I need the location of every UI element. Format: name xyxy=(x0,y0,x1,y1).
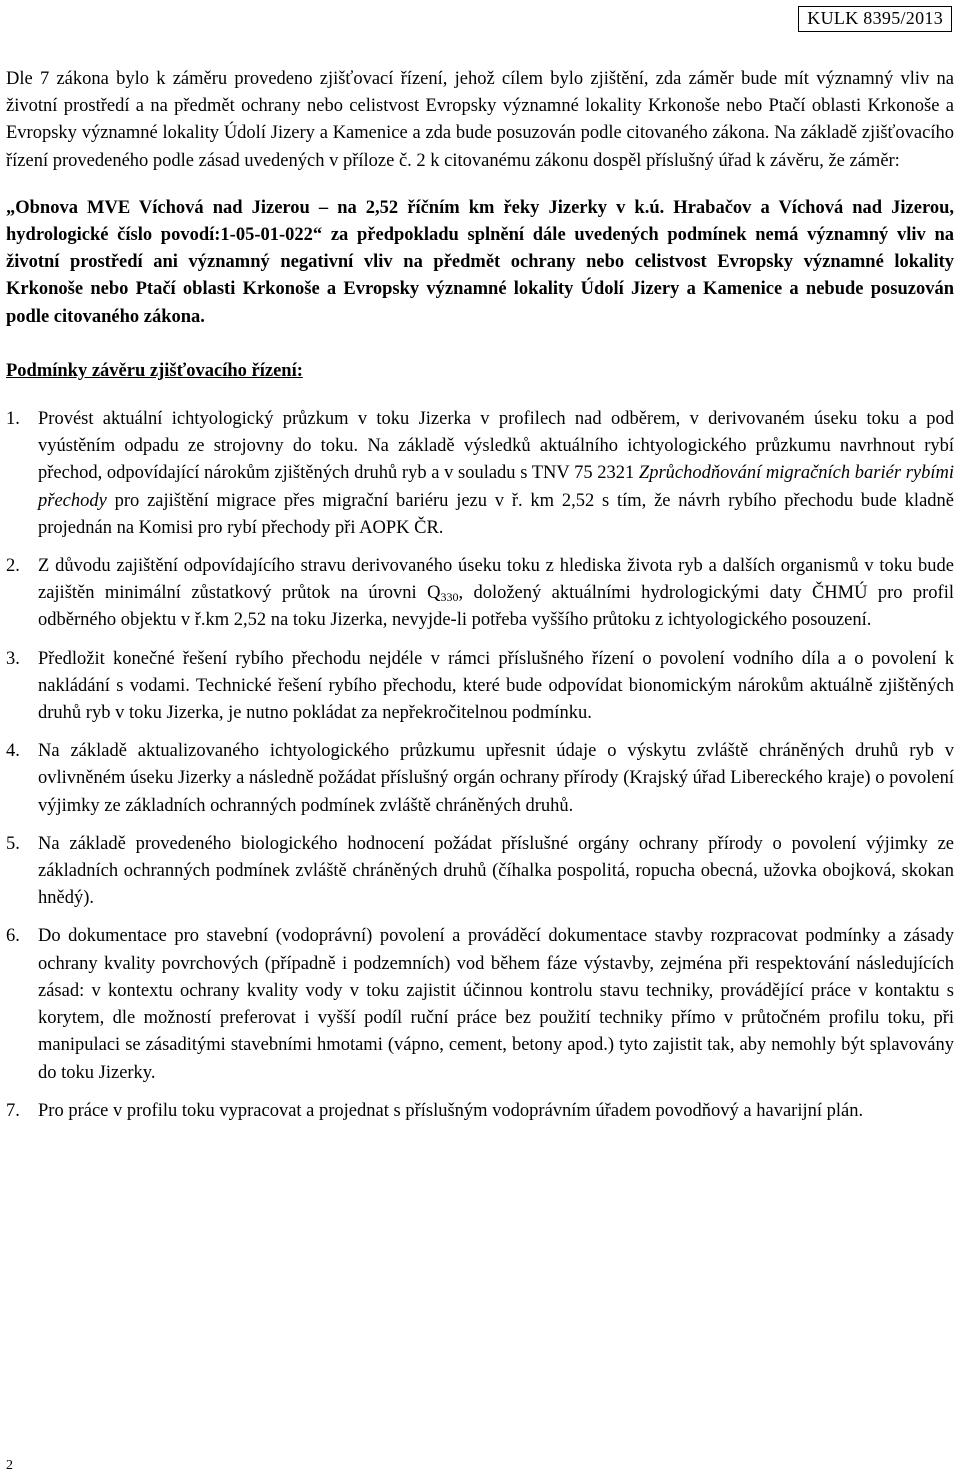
condition-number: 5. xyxy=(6,833,20,854)
condition-item-4 xyxy=(6,738,954,820)
page-number: 2 xyxy=(6,1458,13,1473)
conditions-heading: Podmínky závěru zjišťovacího řízení: xyxy=(6,360,303,381)
condition-text: Předložit konečné řešení rybího přechodu nejdéle v rámci příslušného řízení o povolení vodního díla a o povolení k nakládání s vodami. Technické řešení rybího přechodu, které bude odpovídat bionomickým nárokům aktuálně zjištěných druhů ryb v toku Jizerka, je nutno pokládat za nepřekročitelnou podmínku. xyxy=(38,648,954,724)
condition-text: Pro práce v profilu toku vypracovat a projednat s příslušným vodoprávním úřadem povodňový a havarijní plán. xyxy=(38,1100,864,1121)
document-body xyxy=(6,66,954,1136)
condition-item-6 xyxy=(6,923,954,1086)
condition-number: 7. xyxy=(6,1100,20,1121)
condition-text: Do dokumentace pro stavební (vodoprávní) povolení a prováděcí dokumentace stavby rozpracovat podmínky a zásady ochrany kvality povrchových (případně i podzemních) vod během fáze výstavby, zejména při respektování následujících zásad: v kontextu ochrany kvality vody v toku zajistit účinnou kontrolu stavu techniky, provádějící práce v kontaktu s korytem, dle možností preferovat i vyšší podíl ruční práce bez použití techniky přímo v průtočném profilu toku, při manipulaci se zásaditými stavebními hmotami (vápno, cement, betony apod.) tyto zajistit tak, aby nemohly být splavovány do toku Jizerky. xyxy=(38,926,954,1083)
condition-number: 3. xyxy=(6,648,20,669)
condition-item-1 xyxy=(6,406,954,542)
conditions-list xyxy=(6,406,954,1125)
condition-number: 4. xyxy=(6,741,20,762)
condition-number: 2. xyxy=(6,556,20,577)
condition-text: Na základě provedeného biologického hodnocení požádat příslušné orgány ochrany přírody o povolení výjimky ze základních ochranných podmínek zvláště chráněných druhů (číhalka pospolitá, ropucha obecná, užovka obojková, skokan hnědý). xyxy=(38,833,954,909)
condition-item-2 xyxy=(6,553,954,635)
standard-title: Zprůchodňování migračních bariér rybími přechody xyxy=(38,463,954,511)
document-reference: KULK 8395/2013 xyxy=(798,6,952,32)
flow-subscript: 330 xyxy=(440,590,459,605)
decision-paragraph: „Obnova MVE Víchová nad Jizerou – na 2,52 říčním km řeky Jizerky v k.ú. Hrabačov a Víchová nad Jizerou, hydrologické číslo povodí:1-05-01-022“ za předpokladu splnění dále uvedených podmínek nemá významný vliv na životní prostředí ani významný negativní vliv na předmět ochrany nebo celistvost Evropsky významné lokality Krkonoše nebo Ptačí oblasti Krkonoše a Evropsky významné lokality Údolí Jizery a Kamenice a nebude posuzován podle citovaného zákona. xyxy=(6,197,954,327)
condition-text: Z důvodu zajištění odpovídajícího stravu derivovaného úseku toku z hlediska života ryb a dalších organismů v toku bude zajištěn minimální zůstatkový průtok na úrovni $Q_{330}$, doložený aktuálními hydrologickými daty ČHMÚ pro profil odběrného objektu v ř.km 2,52 na toku Jizerka, nevyjde-li potřeba vyššího průtoku z ichtyologického posouzení. xyxy=(38,556,954,631)
condition-item-7 xyxy=(6,1098,954,1125)
condition-item-3 xyxy=(6,646,954,728)
condition-number: 1. xyxy=(6,409,20,430)
condition-text: Provést aktuální ichtyologický průzkum v toku Jizerka v profilech nad odběrem, v derivovaném úseku toku a pod vyústěním odpadu ze strojovny do toku. Na základě výsledků aktuálního ichtyologického průzkumu navrhnout rybí přechod, odpovídající nárokům zjištěných druhů ryb a v souladu s TNV 75 2321 Zprůchodňování migračních bariér rybími přechody pro zajištění migrace přes migrační bariéru jezu v ř. km 2,52 s tím, že návrh rybího přechodu bude kladně projednán na Komisi pro rybí přechody při AOPK ČR. xyxy=(38,409,954,538)
intro-paragraph: Dle 7 zákona bylo k záměru provedeno zjišťovací řízení, jehož cílem bylo zjištění, zda záměr bude mít významný vliv na životní prostředí a na předmět ochrany nebo celistvost Evropsky významné lokality Krkonoše nebo Ptačí oblasti Krkonoše a Evropsky významné lokality Údolí Jizery a Kamenice a zda bude posuzován podle citovaného zákona. Na základě zjišťovacího řízení provedeného podle zásad uvedených v příloze č. 2 k citovanému zákonu dospěl příslušný úřad k závěru, že záměr: xyxy=(6,69,954,171)
condition-text: Na základě aktualizovaného ichtyologického průzkumu upřesnit údaje o výskytu zvláště chráněných druhů ryb v ovlivněném úseku Jizerky a následně požádat příslušný orgán ochrany přírody (Krajský úřad Libereckého kraje) o povolení výjimky ze základních ochranných podmínek zvláště chráněných druhů. xyxy=(38,741,954,816)
condition-number: 6. xyxy=(6,926,20,947)
condition-item-5 xyxy=(6,831,954,913)
